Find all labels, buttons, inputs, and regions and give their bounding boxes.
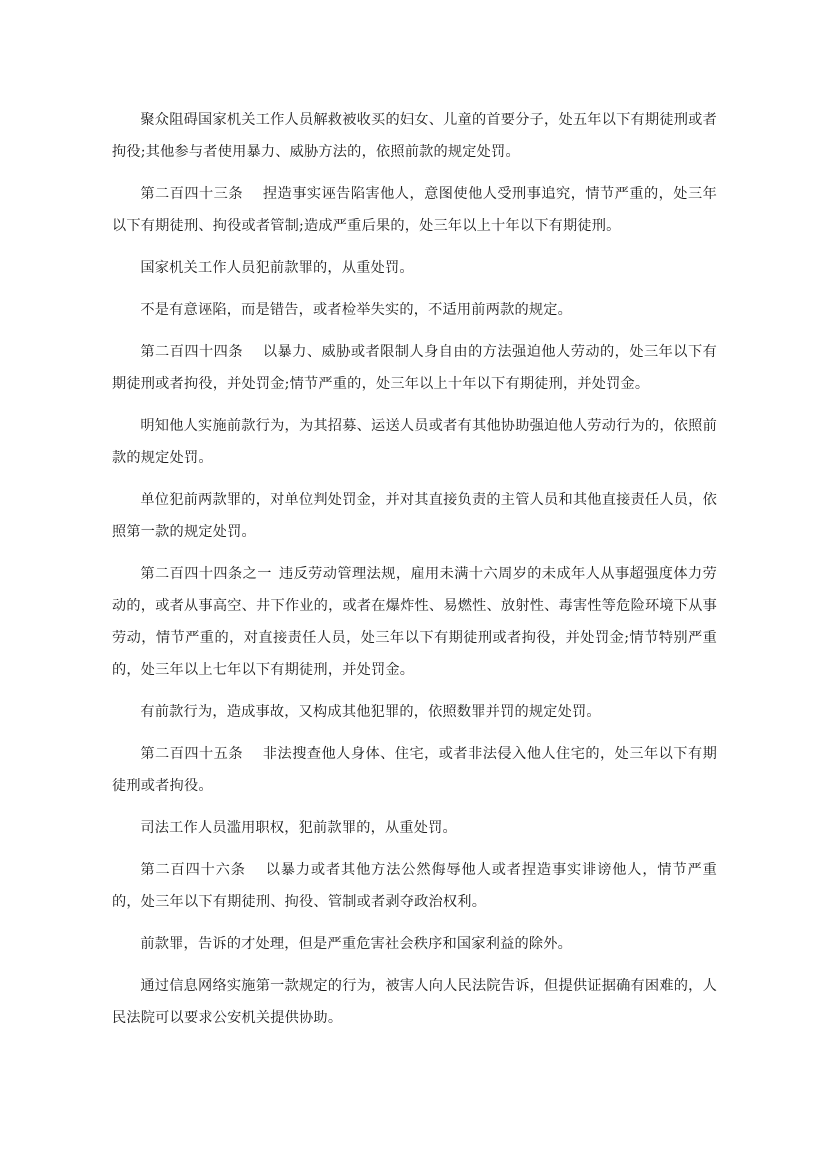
paragraph-2 (112, 178, 717, 242)
paragraph-text: 国家机关工作人员犯前款罪的，从重处罚。 (140, 260, 414, 276)
article-number: 第二百四十六条 (140, 862, 246, 878)
paragraph-12 (112, 854, 717, 918)
paragraph-text: 司法工作人员滥用职权，犯前款罪的，从重处罚。 (140, 820, 457, 836)
paragraph-4 (112, 294, 717, 326)
paragraph-text: 有前款行为，造成事故，又构成其他犯罪的，依照数罪并罚的规定处罚。 (140, 704, 601, 720)
article-number: 第二百四十四条之一 (140, 566, 272, 582)
paragraph-text: 非法搜查他人身体、住宅，或者非法侵入他人住宅的，处三年以下有期徒刑或者拘役。 (112, 746, 717, 794)
paragraph-text: 通过信息网络实施第一款规定的行为，被害人向人民法院告诉，但提供证据确有困难的，人民法院可以要求公安机关提供协助。 (112, 978, 717, 1026)
paragraph-8 (112, 558, 717, 686)
paragraph-text: 捏造事实诬告陷害他人，意图使他人受刑事追究，情节严重的，处三年以下有期徒刑、拘役或者管制;造成严重后果的，处三年以上十年以下有期徒刑。 (112, 186, 717, 234)
paragraph-text: 聚众阻碍国家机关工作人员解救被收买的妇女、儿童的首要分子，处五年以下有期徒刑或者拘役;其他参与者使用暴力、威胁方法的，依照前款的规定处罚。 (112, 112, 717, 160)
paragraph-11 (112, 812, 717, 844)
paragraph-7 (112, 484, 717, 548)
paragraph-text: 违反劳动管理法规，雇用未满十六周岁的未成年人从事超强度体力劳动的，或者从事高空、井下作业的，或者在爆炸性、易燃性、放射性、毒害性等危险环境下从事劳动，情节严重的，对直接责任人员，处三年以下有期徒刑或者拘役，并处罚金;情节特别严重的，处三年以上七年以下有期徒刑，并处罚金。 (112, 566, 717, 678)
paragraph-9 (112, 696, 717, 728)
paragraph-text: 前款罪，告诉的才处理，但是严重危害社会秩序和国家利益的除外。 (140, 936, 573, 952)
article-number: 第二百四十三条 (140, 186, 243, 202)
paragraph-14 (112, 970, 717, 1034)
paragraph-text: 以暴力、威胁或者限制人身自由的方法强迫他人劳动的，处三年以下有期徒刑或者拘役，并处罚金;情节严重的，处三年以上十年以下有期徒刑，并处罚金。 (112, 344, 717, 392)
article-number: 第二百四十四条 (140, 344, 243, 360)
paragraph-1 (112, 104, 717, 168)
article-number: 第二百四十五条 (140, 746, 243, 762)
paragraph-3 (112, 252, 717, 284)
paragraph-text: 单位犯前两款罪的，对单位判处罚金，并对其直接负责的主管人员和其他直接责任人员，依照第一款的规定处罚。 (112, 492, 717, 540)
paragraph-5 (112, 336, 717, 400)
paragraph-text: 不是有意诬陷，而是错告，或者检举失实的，不适用前两款的规定。 (140, 302, 573, 318)
paragraph-text: 以暴力或者其他方法公然侮辱他人或者捏造事实诽谤他人，情节严重的，处三年以下有期徒刑、拘役、管制或者剥夺政治权利。 (112, 862, 717, 910)
paragraph-10 (112, 738, 717, 802)
paragraph-6 (112, 410, 717, 474)
paragraph-text: 明知他人实施前款行为，为其招募、运送人员或者有其他协助强迫他人劳动行为的，依照前款的规定处罚。 (112, 418, 717, 466)
paragraph-13 (112, 928, 717, 960)
